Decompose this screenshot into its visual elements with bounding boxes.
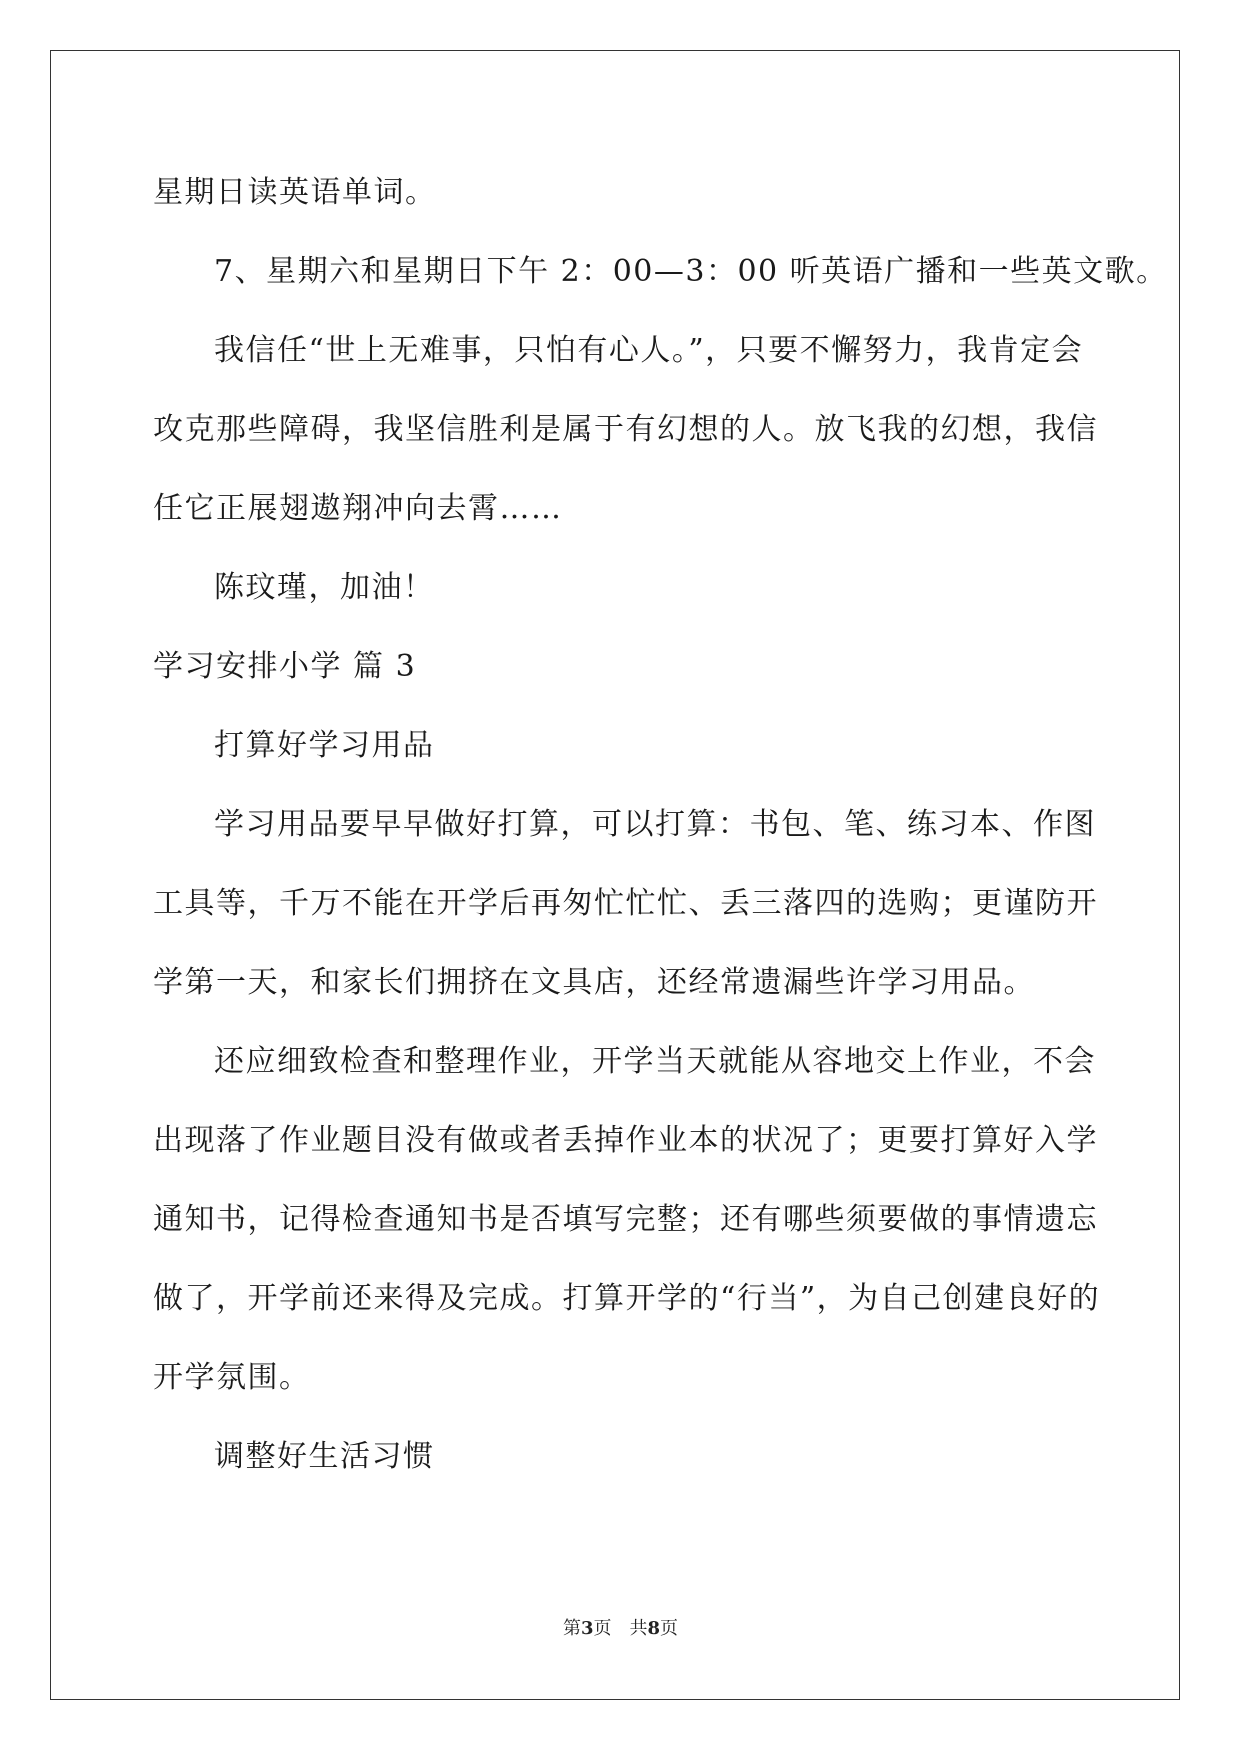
text-line: 做了，开学前还来得及完成。打算开学的“行当”，为自己创建良好的 <box>153 1281 1101 1316</box>
footer-total-suffix: 页 <box>660 1618 679 1639</box>
text-line: 学习用品要早早做好打算，可以打算：书包、笔、练习本、作图 <box>214 807 1096 842</box>
subheading: 打算好学习用品 <box>214 728 435 763</box>
section-heading: 学习安排小学 篇 3 <box>153 649 417 684</box>
current-page-number: 3 <box>580 1618 594 1639</box>
text-line: 通知书，记得检查通知书是否填写完整；还有哪些须要做的事情遗忘 <box>153 1202 1098 1237</box>
text-line: 开学氛围。 <box>153 1360 311 1395</box>
text-line: 陈玟瑾，加油！ <box>214 570 435 605</box>
text-line: 学第一天，和家长们拥挤在文具店，还经常遗漏些许学习用品。 <box>153 965 1035 1000</box>
footer-page-suffix: 页 <box>593 1618 612 1639</box>
text-line: 工具等，千万不能在开学后再匆忙忙忙、丢三落四的选购；更谨防开 <box>153 886 1098 921</box>
subheading: 调整好生活习惯 <box>214 1439 435 1474</box>
text-line: 任它正展翅遨翔冲向去霄…… <box>153 491 563 526</box>
text-line: 出现落了作业题目没有做或者丢掉作业本的状况了；更要打算好入学 <box>153 1123 1098 1158</box>
footer-prefix: 第 <box>562 1618 581 1639</box>
text-line: 星期日读英语单词。 <box>153 175 437 210</box>
footer-total-prefix: 共 <box>629 1618 648 1639</box>
text-line: 我信任“世上无难事，只怕有心人。”，只要不懈努力，我肯定会 <box>214 333 1084 368</box>
page-footer <box>0 1618 1241 1640</box>
text-line: 攻克那些障碍，我坚信胜利是属于有幻想的人。放飞我的幻想，我信 <box>153 412 1098 447</box>
total-page-number: 8 <box>647 1618 661 1639</box>
text-line: 还应细致检查和整理作业，开学当天就能从容地交上作业，不会 <box>214 1044 1096 1079</box>
text-line: 7、星期六和星期日下午 2：00—3：00 听英语广播和一些英文歌。 <box>214 254 1168 289</box>
